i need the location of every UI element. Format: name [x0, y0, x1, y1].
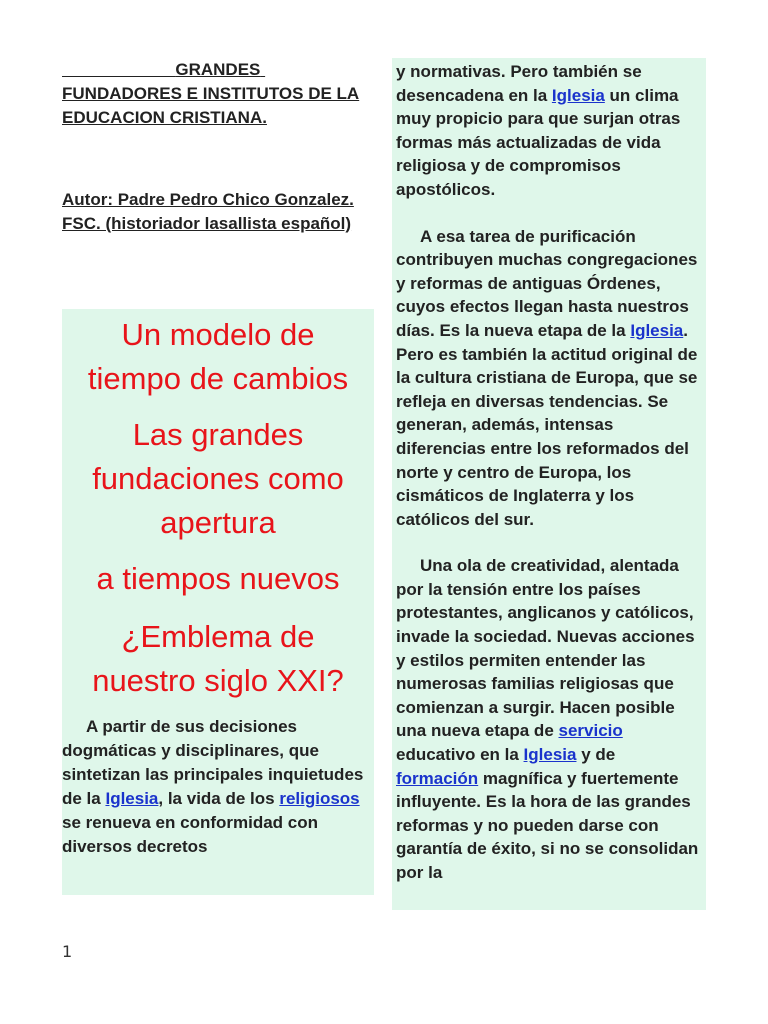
- right-p2-text-2: . Pero es también la actitud original de la cultura cristiana de Europa, que se refleja en diversas tendencias. Se generan, además, intensas diferencias entre los reformados del norte y centro de Europa, los cismáticos de Inglaterra y los católicos del sur.: [396, 320, 698, 529]
- right-paragraph-1: [396, 60, 702, 202]
- left-para-text-3: se renueva en conformidad con diversos decretos: [62, 813, 319, 856]
- right-column: [392, 58, 706, 910]
- title-line-2: FUNDADORES E INSTITUTOS DE LA: [62, 84, 360, 103]
- link-iglesia[interactable]: Iglesia: [630, 320, 684, 340]
- page-number: 1: [62, 942, 73, 961]
- left-highlight-box: [62, 309, 374, 895]
- link-iglesia[interactable]: Iglesia: [105, 789, 159, 808]
- left-paragraph: [62, 715, 374, 859]
- link-religiosos[interactable]: religiosos: [279, 789, 360, 808]
- right-p1-text-2: un clima muy propicio para que surjan otras formas más actualizadas de vida religiosa y de compromisos apostólicos.: [396, 85, 681, 199]
- title-line-1: [62, 58, 378, 82]
- link-iglesia[interactable]: Iglesia: [523, 745, 577, 765]
- author-block: [62, 188, 378, 236]
- red-headline: [62, 309, 374, 703]
- title-spacer: [62, 60, 175, 79]
- link-iglesia[interactable]: Iglesia: [551, 85, 605, 105]
- left-para-text-2: , la vida de los: [158, 789, 280, 808]
- link-formacion[interactable]: formación: [396, 768, 479, 788]
- title-line-3: EDUCACION CRISTIANA.: [62, 108, 267, 127]
- right-paragraph-3: [396, 554, 702, 884]
- author-line-2: FSC. (historiador lasallista español): [62, 214, 352, 233]
- right-p1-text-1: y normativas. Pero también se desencadena en la: [396, 62, 642, 105]
- right-p3-text-4: magnífica y fuertemente influyente. Es la hora de las grandes reformas y no pueden darse con garantía de éxito, si no se consolidan por la: [396, 768, 699, 882]
- red-block-4: ¿Emblema de nuestro siglo XXI?: [92, 619, 344, 698]
- right-paragraph-2: [396, 225, 702, 532]
- right-p2-text-1: A esa tarea de purificación contribuyen muchas congregaciones y reformas de antiguas Órdenes, cuyos efectos llegan hasta nuestros días. Es la nueva etapa de la: [396, 226, 698, 340]
- author-line-1: Autor: Padre Pedro Chico Gonzalez.: [62, 190, 354, 209]
- document-header: [62, 58, 378, 236]
- left-para-text-1: A partir de sus decisiones dogmáticas y disciplinares, que sintetizan las principales inquietudes de la: [62, 717, 364, 808]
- right-p3-text-2: educativo en la: [396, 745, 524, 765]
- title-text-1: GRANDES: [175, 60, 261, 79]
- red-block-1: Un modelo de tiempo de cambios: [87, 317, 349, 396]
- link-servicio[interactable]: servicio: [558, 721, 623, 741]
- right-p3-text-1: Una ola de creatividad, alentada por la tensión entre los países protestantes, anglicanos y católicos, invade la sociedad. Nuevas acciones y estilos permiten entender las numerosas familias religiosas que comienzan a surgir. Hacen posible una nueva etapa de: [396, 556, 695, 741]
- right-p3-text-3: y de: [576, 745, 616, 765]
- red-block-3: a tiempos nuevos: [96, 561, 340, 596]
- red-block-2: Las grandes fundaciones como apertura: [92, 417, 344, 540]
